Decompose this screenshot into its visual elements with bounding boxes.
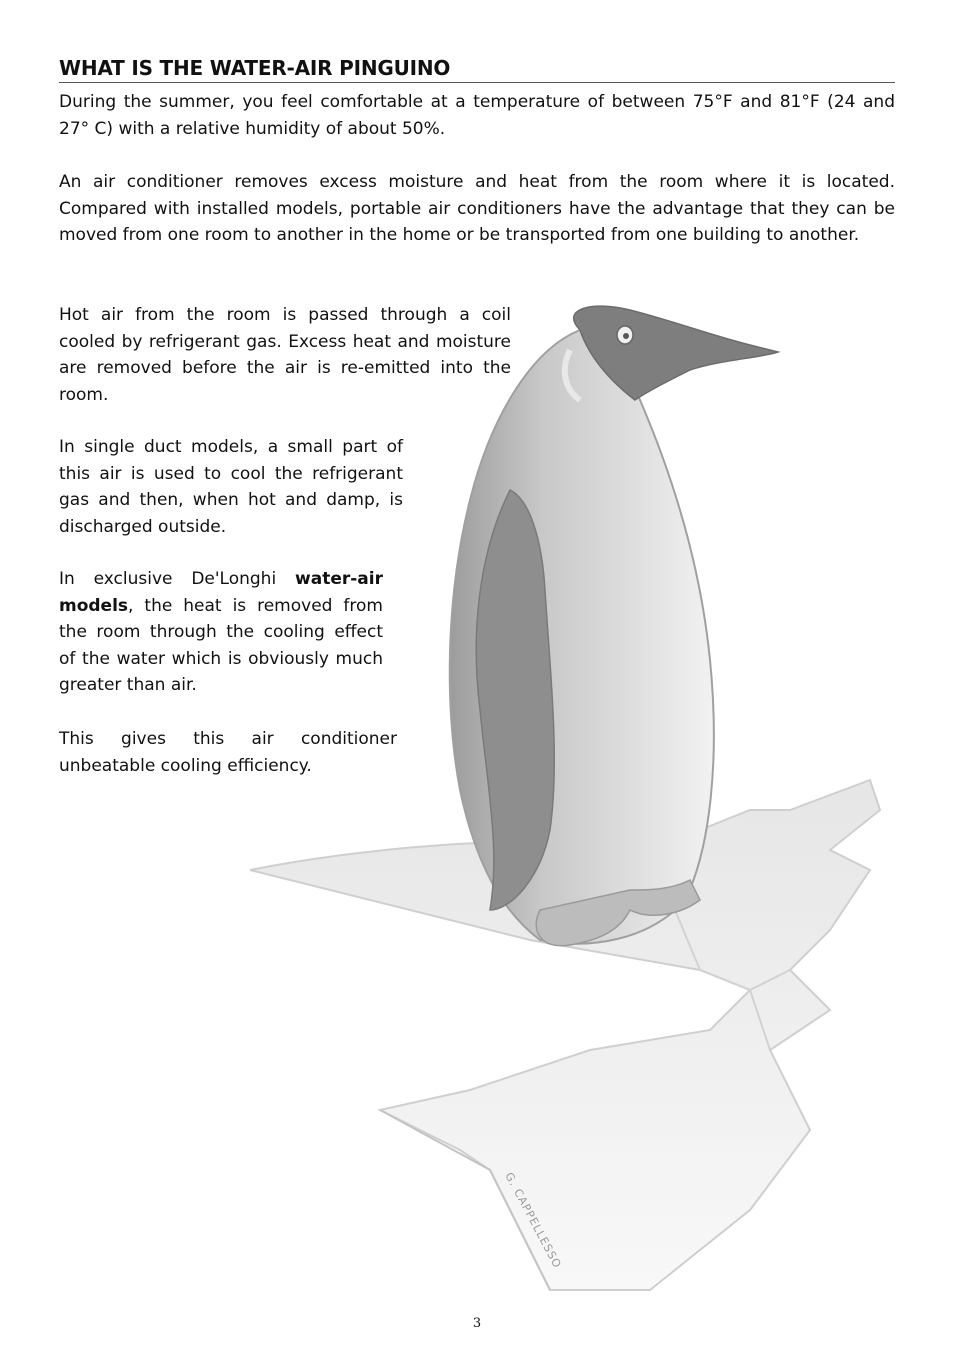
penguin-illustration — [230, 290, 910, 1310]
efficiency-paragraph: This gives this air conditioner unbeatable cooling efficiency. — [59, 729, 397, 776]
air-conditioner-paragraph: An air conditioner removes excess moisture and heat from the room where it is located. Compared with installed models, portable air conditioners have the advantage that they can be moved from one room to another in the home or be transported from one building to another. — [59, 172, 895, 245]
single-duct-paragraph: In single duct models, a small part of this air is used to cool the refrigerant gas and then, when hot and damp, is discharged outside. — [59, 437, 403, 537]
artist-signature: G. CAPPELLESSO — [502, 1170, 564, 1271]
water-air-text-end: , the heat is removed from the room through the cooling effect of the water which is obviously much greater than air. — [59, 595, 383, 695]
water-air-text-start: In exclusive De'Longhi — [59, 569, 296, 589]
page-number: 3 — [472, 1316, 482, 1331]
page-heading: WHAT IS THE WATER-AIR PINGUINO — [59, 56, 895, 83]
intro-paragraph: During the summer, you feel comfortable at a temperature of between 75°F and 81°F (24 and 27° C) with a relative humidity of about 50%. — [59, 92, 895, 139]
water-air-models-bold: water-air models — [59, 569, 383, 616]
hot-air-paragraph: Hot air from the room is passed through a coil cooled by refrigerant gas. Excess heat and moisture are removed before the air is re-emitted into the room. — [59, 305, 511, 405]
